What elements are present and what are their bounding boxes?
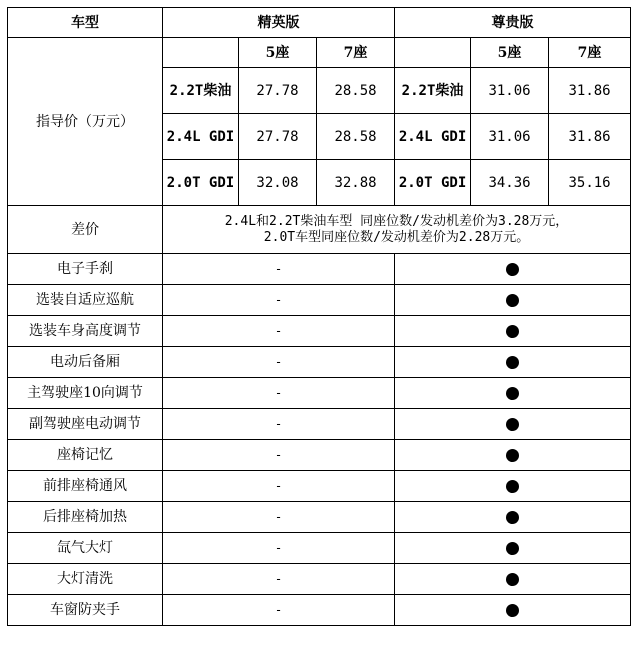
premium-price-7: 35.16 bbox=[549, 160, 631, 206]
standard-dot-icon bbox=[506, 294, 519, 307]
feature-name: 副驾驶座电动调节 bbox=[8, 409, 163, 440]
elite-availability: - bbox=[163, 440, 395, 471]
premium-availability bbox=[395, 409, 631, 440]
premium-price-5: 31.06 bbox=[471, 68, 549, 114]
standard-dot-icon bbox=[506, 511, 519, 524]
standard-dot-icon bbox=[506, 418, 519, 431]
standard-dot-icon bbox=[506, 542, 519, 555]
premium-engine: 2.2T柴油 bbox=[395, 68, 471, 114]
premium-engine: 2.4L GDI bbox=[395, 114, 471, 160]
elite-availability: - bbox=[163, 502, 395, 533]
feature-name: 选装车身高度调节 bbox=[8, 316, 163, 347]
elite-availability: - bbox=[163, 347, 395, 378]
premium-availability bbox=[395, 254, 631, 285]
premium-price-7: 31.86 bbox=[549, 114, 631, 160]
elite-engine: 2.0T GDI bbox=[163, 160, 239, 206]
premium-availability bbox=[395, 502, 631, 533]
model-header: 车型 bbox=[8, 8, 163, 38]
feature-row bbox=[8, 533, 631, 564]
elite-engine: 2.2T柴油 bbox=[163, 68, 239, 114]
difference-line-1: 2.4L和2.2T柴油车型 同座位数/发动机差价为3.28万元， bbox=[224, 213, 569, 229]
premium-availability bbox=[395, 316, 631, 347]
feature-row bbox=[8, 378, 631, 409]
feature-row bbox=[8, 564, 631, 595]
elite-price-7: 28.58 bbox=[317, 114, 395, 160]
elite-price-7: 32.88 bbox=[317, 160, 395, 206]
elite-availability: - bbox=[163, 564, 395, 595]
feature-name: 氙气大灯 bbox=[8, 533, 163, 564]
premium-availability bbox=[395, 440, 631, 471]
elite-price-5: 27.78 bbox=[239, 68, 317, 114]
standard-dot-icon bbox=[506, 387, 519, 400]
feature-name: 选装自适应巡航 bbox=[8, 285, 163, 316]
premium-availability bbox=[395, 533, 631, 564]
seat-header-row bbox=[8, 38, 631, 68]
elite-price-5: 32.08 bbox=[239, 160, 317, 206]
elite-price-7: 28.58 bbox=[317, 68, 395, 114]
feature-row bbox=[8, 595, 631, 626]
feature-name: 前排座椅通风 bbox=[8, 471, 163, 502]
feature-row bbox=[8, 285, 631, 316]
premium-availability bbox=[395, 347, 631, 378]
feature-row bbox=[8, 440, 631, 471]
standard-dot-icon bbox=[506, 325, 519, 338]
header-row bbox=[8, 8, 631, 38]
premium-availability bbox=[395, 595, 631, 626]
elite-availability: - bbox=[163, 471, 395, 502]
premium-availability bbox=[395, 471, 631, 502]
standard-dot-icon bbox=[506, 356, 519, 369]
difference-line-2: 2.0T车型同座位数/发动机差价为2.28万元。 bbox=[263, 229, 530, 245]
elite-availability: - bbox=[163, 316, 395, 347]
standard-dot-icon bbox=[506, 449, 519, 462]
elite-availability: - bbox=[163, 285, 395, 316]
elite-availability: - bbox=[163, 378, 395, 409]
elite-header: 精英版 bbox=[163, 8, 395, 38]
standard-dot-icon bbox=[506, 263, 519, 276]
difference-label: 差价 bbox=[8, 206, 163, 254]
elite-availability: - bbox=[163, 595, 395, 626]
feature-name: 主驾驶座10向调节 bbox=[8, 378, 163, 409]
price-label: 指导价（万元） bbox=[8, 38, 163, 206]
elite-engine-header bbox=[163, 38, 239, 68]
elite-availability: - bbox=[163, 409, 395, 440]
elite-seat7-header: 7座 bbox=[317, 38, 395, 68]
premium-price-7: 31.86 bbox=[549, 68, 631, 114]
premium-availability bbox=[395, 378, 631, 409]
feature-name: 电子手刹 bbox=[8, 254, 163, 285]
standard-dot-icon bbox=[506, 573, 519, 586]
feature-row bbox=[8, 347, 631, 378]
comparison-table bbox=[7, 7, 631, 626]
feature-name: 电动后备厢 bbox=[8, 347, 163, 378]
standard-dot-icon bbox=[506, 480, 519, 493]
feature-row bbox=[8, 502, 631, 533]
premium-header: 尊贵版 bbox=[395, 8, 631, 38]
feature-row bbox=[8, 471, 631, 502]
premium-seat5-header: 5座 bbox=[471, 38, 549, 68]
feature-name: 后排座椅加热 bbox=[8, 502, 163, 533]
premium-engine-header bbox=[395, 38, 471, 68]
elite-price-5: 27.78 bbox=[239, 114, 317, 160]
elite-availability: - bbox=[163, 533, 395, 564]
difference-row bbox=[8, 206, 631, 254]
premium-availability bbox=[395, 564, 631, 595]
feature-row bbox=[8, 316, 631, 347]
premium-availability bbox=[395, 285, 631, 316]
elite-availability: - bbox=[163, 254, 395, 285]
elite-seat5-header: 5座 bbox=[239, 38, 317, 68]
premium-seat7-header: 7座 bbox=[549, 38, 631, 68]
feature-row bbox=[8, 254, 631, 285]
feature-name: 大灯清洗 bbox=[8, 564, 163, 595]
elite-engine: 2.4L GDI bbox=[163, 114, 239, 160]
premium-price-5: 31.06 bbox=[471, 114, 549, 160]
feature-row bbox=[8, 409, 631, 440]
standard-dot-icon bbox=[506, 604, 519, 617]
premium-engine: 2.0T GDI bbox=[395, 160, 471, 206]
premium-price-5: 34.36 bbox=[471, 160, 549, 206]
feature-name: 座椅记忆 bbox=[8, 440, 163, 471]
feature-name: 车窗防夹手 bbox=[8, 595, 163, 626]
difference-note bbox=[163, 206, 631, 254]
